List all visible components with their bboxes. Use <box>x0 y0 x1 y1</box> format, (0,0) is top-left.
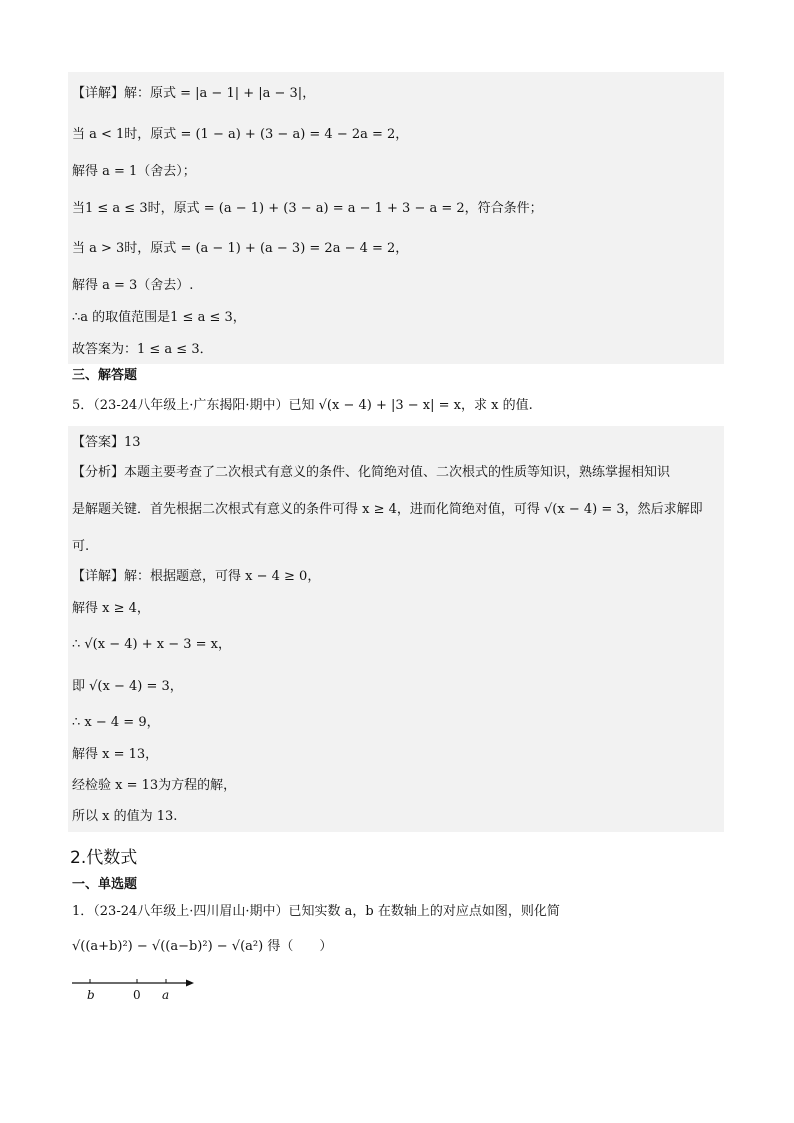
solution-line: 解得 a = 3（舍去）. <box>72 278 194 293</box>
label-a: a <box>162 988 170 1002</box>
solution-block-2 <box>68 426 724 832</box>
solution-line: 【详解】解：根据题意，可得 x − 4 ≥ 0， <box>72 569 321 584</box>
solution-line: 故答案为：1 ≤ a ≤ 3． <box>72 342 213 357</box>
solution-line: 即 √(x − 4) = 3， <box>72 679 183 694</box>
section-heading: 一、单选题 <box>72 877 138 892</box>
answer-line: 【答案】13 <box>72 435 141 450</box>
solution-line: 【详解】解：原式 = |a − 1| + |a − 3|， <box>72 86 316 101</box>
number-line-figure <box>70 972 210 1002</box>
number-line-arrow <box>186 980 194 987</box>
solution-line: 解得 x = 13， <box>72 747 159 762</box>
label-b: b <box>87 988 95 1002</box>
question-5: 5．（23-24八年级上·广东揭阳·期中）已知 √(x − 4) + |3 − x| = x，求 x 的值. <box>72 398 533 413</box>
solution-line: 经检验 x = 13为方程的解， <box>72 778 237 793</box>
solution-line: 当 a < 1时，原式 = (1 − a) + (3 − a) = 4 − 2a = 2， <box>72 127 409 142</box>
solution-line: 当1 ≤ a ≤ 3时，原式 = (a − 1) + (3 − a) = a − 1 + 3 − a = 2，符合条件； <box>72 201 543 216</box>
solution-line: 当 a > 3时，原式 = (a − 1) + (a − 3) = 2a − 4 = 2， <box>72 241 409 256</box>
analysis-line: 可. <box>72 539 90 554</box>
section-heading: 三、解答题 <box>72 368 138 383</box>
question-1-expression: √((a+b)²) − √((a−b)²) − √(a²) 得（ ） <box>72 939 333 954</box>
question-1: 1．（23-24八年级上·四川眉山·期中）已知实数 a，b 在数轴上的对应点如图，则化简 <box>72 904 560 919</box>
solution-line: ∴ x − 4 = 9， <box>72 715 160 730</box>
label-0: 0 <box>133 988 141 1002</box>
chapter-title: 2.代数式 <box>70 848 138 868</box>
analysis-line: 【分析】本题主要考查了二次根式有意义的条件、化简绝对值、二次根式的性质等知识，熟练掌握相知识 <box>72 465 671 480</box>
solution-line: 解得 x ≥ 4， <box>72 601 150 616</box>
solution-line: ∴ √(x − 4) + x − 3 = x， <box>72 637 231 652</box>
analysis-line: 是解题关键．首先根据二次根式有意义的条件可得 x ≥ 4，进而化简绝对值，可得 √(x − 4) = 3，然后求解即 <box>72 502 703 517</box>
solution-line: 所以 x 的值为 13. <box>72 809 178 824</box>
solution-line: ∴a 的取值范围是1 ≤ a ≤ 3， <box>72 310 246 325</box>
solution-line: 解得 a = 1（舍去）； <box>72 164 196 179</box>
